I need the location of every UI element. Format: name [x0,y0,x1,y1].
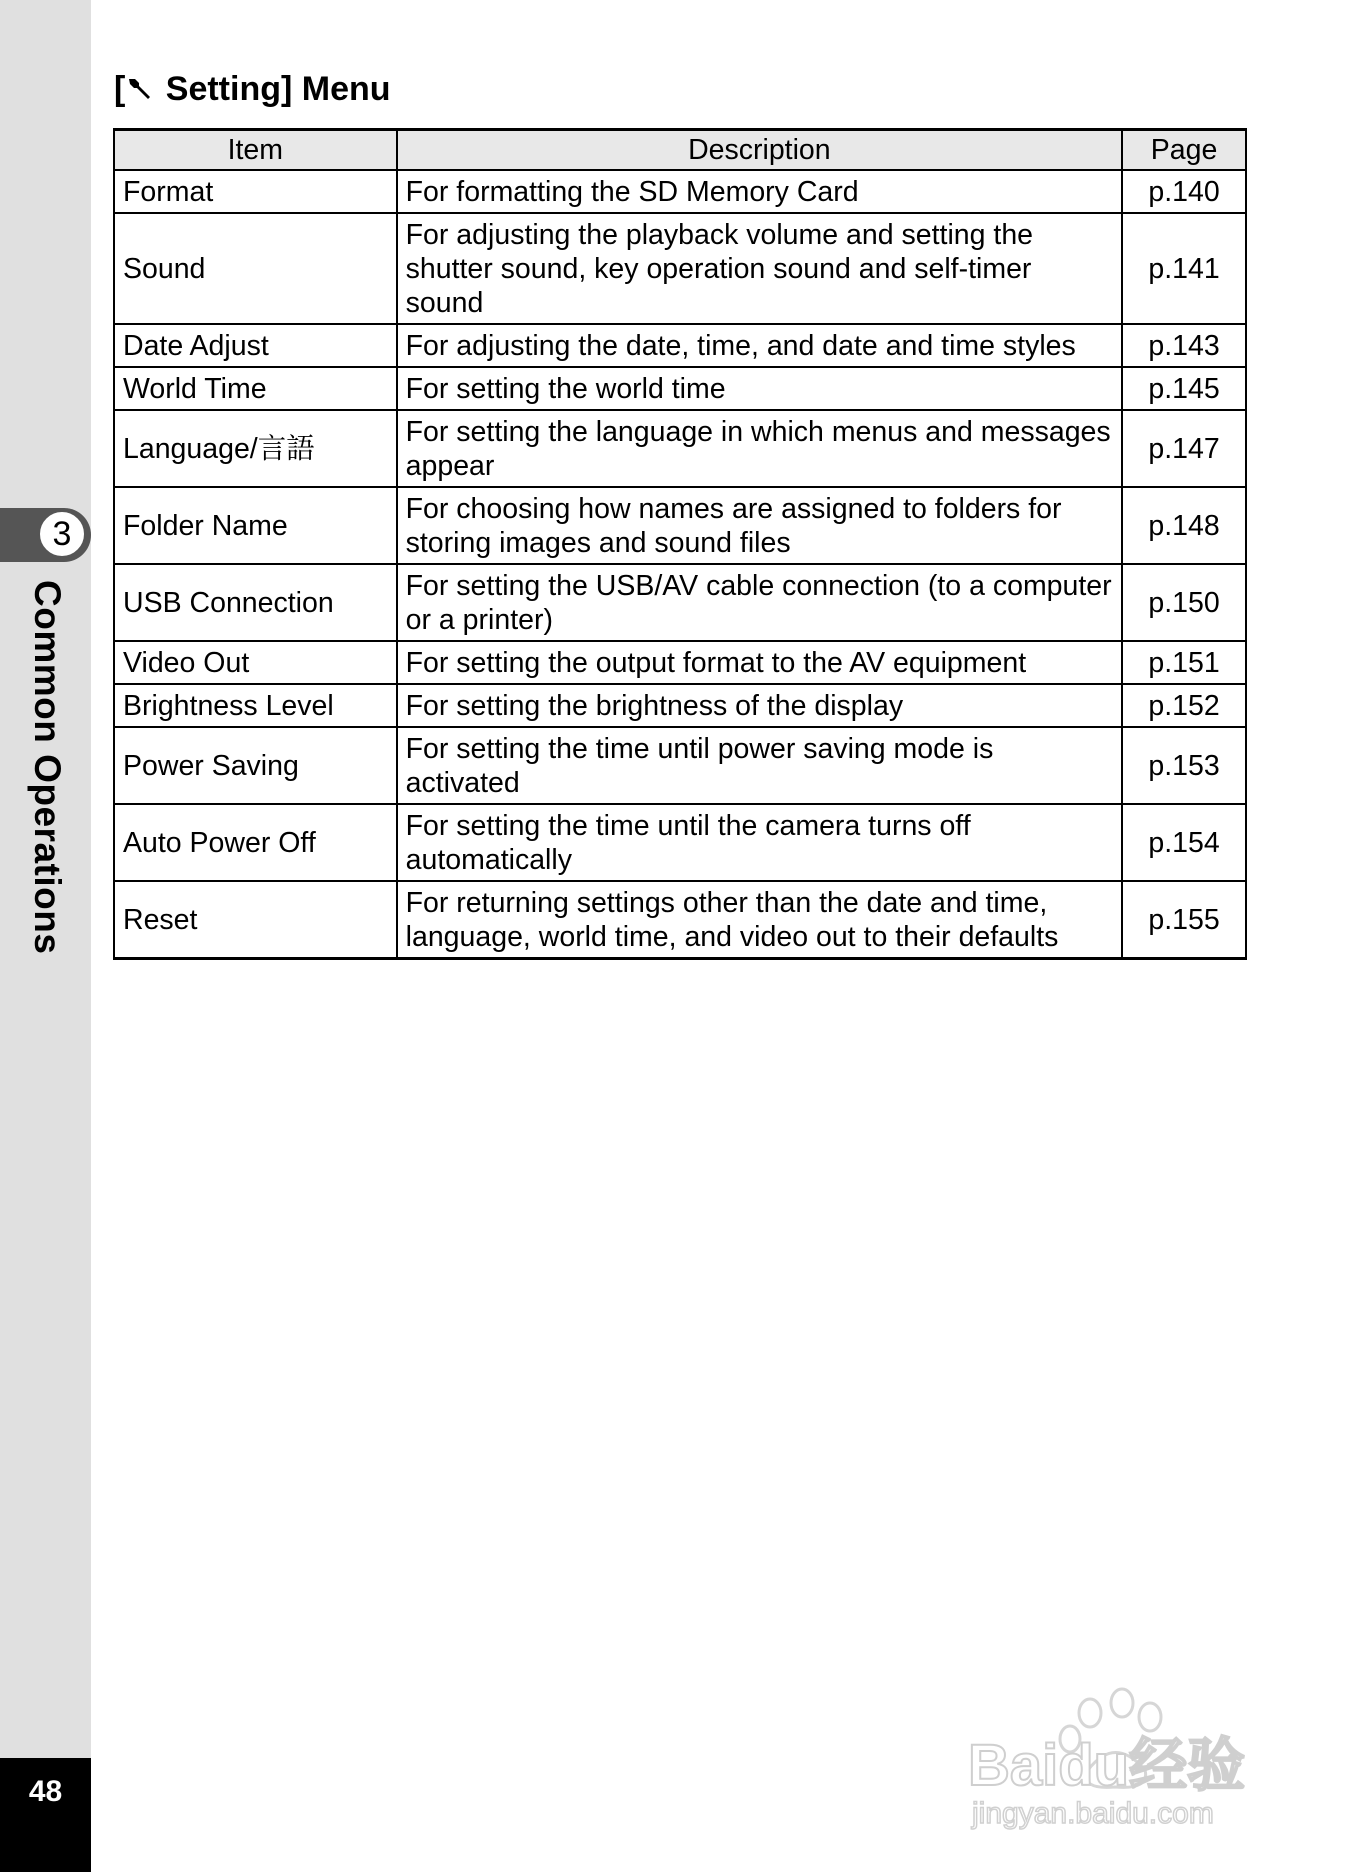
table-row [114,727,1246,804]
table-row [114,487,1246,564]
cell-page: p.148 [1122,487,1246,564]
cell-description: For setting the time until power saving mode is activated [397,727,1122,804]
cell-description: For choosing how names are assigned to folders for storing images and sound files [397,487,1122,564]
cell-page: p.155 [1122,881,1246,959]
table-row [114,641,1246,684]
cell-item: Date Adjust [114,324,397,367]
cell-description: For setting the USB/AV cable connection (to a computer or a printer) [397,564,1122,641]
header-page: Page [1122,130,1246,171]
cell-item: Language/言語 [114,410,397,487]
header-description: Description [397,130,1122,171]
table-row [114,881,1246,959]
cell-page: p.151 [1122,641,1246,684]
settings-table [113,128,1247,960]
cell-item: Format [114,170,397,213]
chapter-number: 3 [38,510,86,558]
cell-item: Auto Power Off [114,804,397,881]
heading-bracket: [ [114,70,126,108]
chapter-title: Common Operations [27,580,68,955]
cell-description: For setting the output format to the AV equipment [397,641,1122,684]
cell-page: p.140 [1122,170,1246,213]
cell-page: p.141 [1122,213,1246,324]
table-row [114,170,1246,213]
cell-item: Reset [114,881,397,959]
cell-description: For setting the world time [397,367,1122,410]
cell-page: p.147 [1122,410,1246,487]
header-item: Item [114,130,397,171]
table-row [114,804,1246,881]
watermark-brand: Baidu经验 [968,1733,1246,1798]
table-row [114,684,1246,727]
baidu-watermark [960,1665,1290,1830]
cell-item: USB Connection [114,564,397,641]
cell-description: For adjusting the playback volume and setting the shutter sound, key operation sound and self-timer sound [397,213,1122,324]
page-number: 48 [28,1775,63,1808]
cell-page: p.153 [1122,727,1246,804]
table-row [114,324,1246,367]
table-header-row [114,130,1246,171]
cell-description: For setting the time until the camera turns off automatically [397,804,1122,881]
cell-item: Brightness Level [114,684,397,727]
cell-description: For formatting the SD Memory Card [397,170,1122,213]
table-row [114,213,1246,324]
cell-page: p.154 [1122,804,1246,881]
watermark-url: jingyan.baidu.com [972,1797,1214,1830]
cell-page: p.145 [1122,367,1246,410]
cell-item: Video Out [114,641,397,684]
cell-page: p.150 [1122,564,1246,641]
table-row [114,564,1246,641]
cell-item: Folder Name [114,487,397,564]
table-row [114,367,1246,410]
table-row [114,410,1246,487]
cell-item: Power Saving [114,727,397,804]
cell-description: For setting the language in which menus and messages appear [397,410,1122,487]
cell-page: p.143 [1122,324,1246,367]
cell-item: World Time [114,367,397,410]
table-body [114,170,1246,959]
cell-description: For adjusting the date, time, and date and time styles [397,324,1122,367]
cell-page: p.152 [1122,684,1246,727]
cell-description: For returning settings other than the date and time, language, world time, and video out to their defaults [397,881,1122,959]
cell-item: Sound [114,213,397,324]
section-heading [114,70,391,109]
cell-description: For setting the brightness of the display [397,684,1122,727]
heading-text: Setting] Menu [156,70,391,108]
wrench-icon [126,75,154,103]
